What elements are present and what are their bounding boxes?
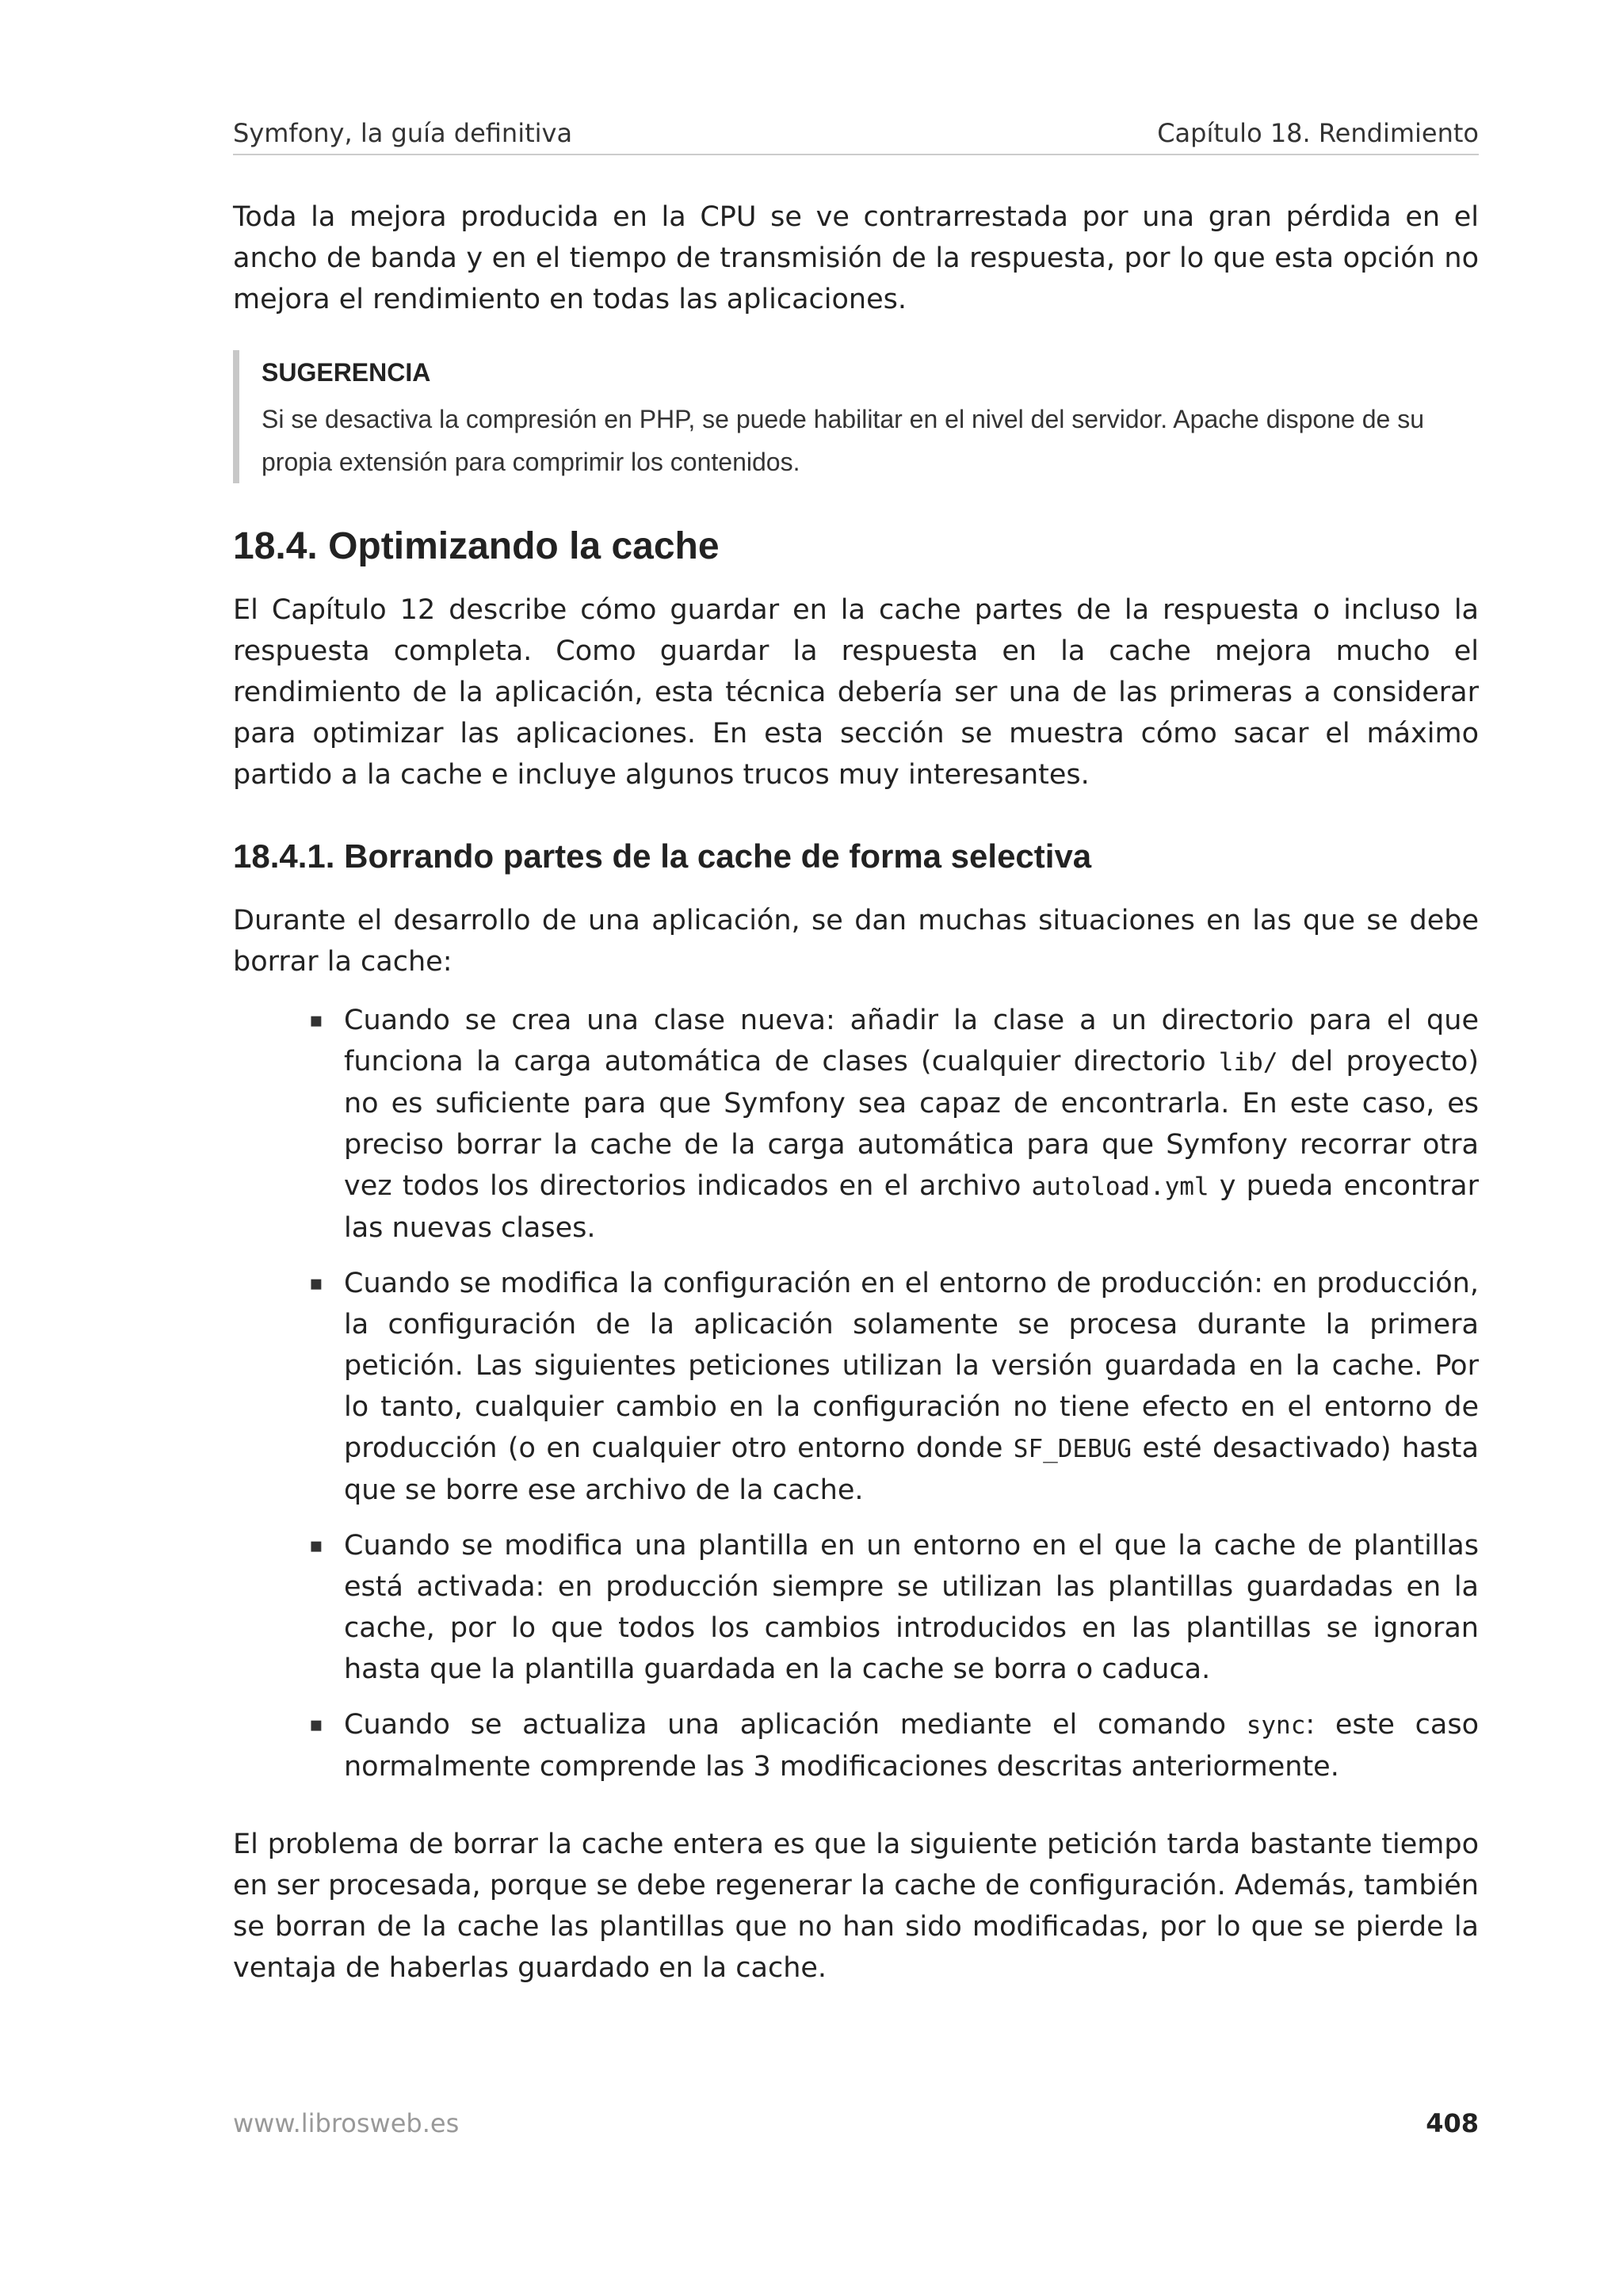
- bullet-icon: ▪: [309, 1713, 323, 1737]
- cache-clear-situations-list: [309, 1000, 1480, 1802]
- tip-title: SUGERENCIA: [262, 358, 431, 387]
- section-heading: 18.4. Optimizando la cache: [233, 525, 720, 567]
- tip-text: Si se desactiva la compresión en PHP, se puede habilitar en el nivel del servidor. Apache dispone de su propia extensión para comprimir los contenidos.: [262, 405, 1424, 476]
- inline-code: lib/: [1218, 1048, 1278, 1077]
- subsection-intro: Durante el desarrollo de una aplicación, se dan muchas situaciones en las que se debe borrar la cache:: [233, 905, 1479, 978]
- site-url: www.librosweb.es: [233, 2108, 460, 2138]
- closing-paragraph: El problema de borrar la cache entera es que la siguiente petición tarda bastante tiempo en ser procesada, porque se debe regenerar la cache de configuración. Además, también se borran de la cache las plantillas que no han sido modificadas, por lo que se pierde la ventaja de haberlas guardado en la cache.: [233, 1829, 1479, 1984]
- inline-code: autoload.yml: [1031, 1173, 1209, 1201]
- section-paragraph: El Capítulo 12 describe cómo guardar en la cache partes de la respuesta o incluso la respuesta completa. Como guardar la respuesta en la cache mejora mucho el rendimiento de la aplicación, esta técnica debería ser una de las primeras a considerar para optimizar las aplicaciones. En esta sección se muestra cómo sacar el máximo partido a la cache e incluye algunos trucos muy interesantes.: [233, 594, 1479, 791]
- list-item: ▪ Cuando se modifica la configuración en el entorno de producción: en producción, la configuración de la aplicación solamente se procesa durante la primera petición. Las siguientes peticiones utilizan la versión guardada en la cache. Por lo tanto, cualquier cambio en la configuración no tiene efecto en el entorno de producción (o en cualquier otro entorno donde SF_DEBUG esté desactivado) hasta que se borre ese archivo de la cache.: [344, 1263, 1479, 1511]
- book-title: Symfony, la guía definitiva: [233, 118, 573, 148]
- bullet-icon: ▪: [309, 1272, 323, 1295]
- page-footer: [233, 2107, 1479, 2139]
- list-item: ▪ Cuando se crea una clase nueva: añadir la clase a un directorio para el que funciona la carga automática de clases (cualquier directorio lib/ del proyecto) no es suficiente para que Symfony sea capaz de encontrarla. En este caso, es preciso borrar la cache de la carga automática para que Symfony recorrar otra vez todos los directorios indicados en el archivo autoload.yml y pueda encontrar las nuevas clases.: [344, 1000, 1479, 1249]
- bullet-icon: ▪: [309, 1534, 323, 1558]
- list-item: ▪ Cuando se actualiza una aplicación mediante el comando sync: este caso normalmente comprende las 3 modificaciones descritas anteriormente.: [344, 1704, 1479, 1787]
- inline-code: sync: [1246, 1711, 1306, 1740]
- tip-box: [233, 350, 1479, 483]
- running-header: [233, 117, 1479, 155]
- page-number: 408: [1426, 2108, 1479, 2138]
- inline-code: SF_DEBUG: [1013, 1435, 1132, 1463]
- chapter-title: Capítulo 18. Rendimiento: [1157, 118, 1479, 148]
- intro-paragraph: Toda la mejora producida en la CPU se ve contrarrestada por una gran pérdida en el ancho de banda y en el tiempo de transmisión de la respuesta, por lo que esta opción no mejora el rendimiento en todas las aplicaciones.: [233, 201, 1479, 315]
- bullet-icon: ▪: [309, 1009, 323, 1032]
- subsection-heading: 18.4.1. Borrando partes de la cache de forma selectiva: [233, 837, 1092, 875]
- list-item: ▪ Cuando se modifica una plantilla en un entorno en el que la cache de plantillas está activada: en producción siempre se utilizan las plantillas guardadas en la cache, por lo que todos los cambios introducidos en las plantillas se ignoran hasta que la plantilla guardada en la cache se borra o caduca.: [344, 1525, 1479, 1690]
